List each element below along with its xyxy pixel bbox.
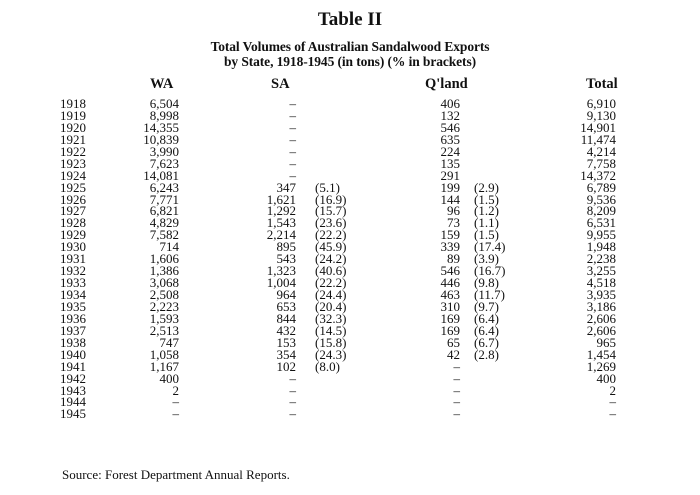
wa-cell: 10,839	[143, 131, 179, 147]
qld-percent-cell: (1.5)	[474, 191, 499, 207]
year-cell: 1934	[60, 287, 86, 302]
qld-percent-cell: (16.7)	[474, 263, 506, 279]
wa-cell: 747	[159, 334, 179, 350]
sa-percent-cell: (24.4)	[315, 287, 347, 302]
wa-cell: 2,223	[149, 298, 179, 314]
sa-cell: 354	[276, 346, 296, 362]
total-cell: 6,531	[586, 215, 616, 231]
sa-cell: 543	[276, 251, 296, 267]
total-cell: 2,606	[586, 322, 616, 338]
wa-cell: 2,508	[149, 287, 179, 302]
table-row	[0, 322, 700, 338]
qld-percent-cell: (1.2)	[474, 203, 499, 219]
qld-percent-cell: (6.4)	[474, 322, 499, 338]
table-row	[0, 358, 700, 374]
table-subtitle-line2: by State, 1918-1945 (in tons) (% in brackets)	[224, 54, 476, 69]
qld-cell: –	[453, 394, 460, 410]
sa-percent-cell: (24.2)	[315, 251, 347, 267]
table-subtitle-line1: Total Volumes of Australian Sandalwood Exports	[210, 39, 490, 54]
qld-cell: 635	[440, 131, 460, 147]
total-cell: 6,910	[586, 96, 616, 111]
wa-cell: 1,167	[149, 358, 179, 374]
sa-cell: –	[289, 370, 296, 386]
year-cell: 1922	[60, 143, 86, 159]
qld-cell: 446	[440, 275, 460, 291]
qld-percent-cell: (2.9)	[474, 179, 499, 195]
qld-cell: 406	[440, 96, 460, 111]
total-cell: 965	[596, 334, 616, 350]
year-cell: 1925	[60, 179, 86, 195]
wa-cell: 14,355	[143, 119, 179, 135]
year-cell: 1920	[60, 119, 86, 135]
sa-cell: –	[289, 119, 296, 135]
column-header-wa: WA	[150, 76, 174, 92]
total-cell: 3,255	[586, 263, 616, 279]
wa-cell: 14,081	[143, 167, 179, 183]
qld-percent-cell: (1.5)	[474, 227, 499, 243]
sa-cell: 1,621	[266, 191, 296, 207]
sa-percent-cell: (14.5)	[315, 322, 347, 338]
year-cell: 1938	[60, 334, 86, 350]
year-cell: 1945	[60, 406, 86, 422]
total-cell: 2	[609, 382, 616, 398]
sa-cell: 2,214	[266, 227, 296, 243]
qld-percent-cell: (9.8)	[474, 275, 499, 291]
table-row	[0, 370, 700, 386]
table-title: Table II	[317, 9, 383, 30]
total-cell: –	[609, 406, 616, 422]
qld-cell: 546	[440, 119, 460, 135]
wa-cell: 3,068	[149, 275, 179, 291]
sa-cell: –	[289, 107, 296, 123]
qld-cell: 463	[440, 287, 460, 302]
qld-percent-cell: (3.9)	[474, 251, 499, 267]
sa-percent-cell: (5.1)	[315, 179, 340, 195]
qld-cell: 169	[440, 322, 460, 338]
total-cell: 14,901	[580, 119, 616, 135]
qld-percent-cell: (1.1)	[474, 215, 499, 231]
sa-cell: –	[289, 382, 296, 398]
sa-percent-cell: (23.6)	[315, 215, 347, 231]
year-cell: 1918	[60, 96, 86, 111]
wa-cell: 6,821	[149, 203, 179, 219]
sa-cell: –	[289, 394, 296, 410]
qld-percent-cell: (2.8)	[474, 346, 499, 362]
sa-cell: 1,004	[266, 275, 296, 291]
wa-cell: 714	[159, 239, 179, 255]
wa-cell: 1,606	[149, 251, 179, 267]
qld-cell: 135	[440, 155, 460, 171]
qld-percent-cell: (9.7)	[474, 298, 499, 314]
wa-cell: 2,513	[149, 322, 179, 338]
year-cell: 1935	[60, 298, 86, 314]
total-cell: 3,186	[586, 298, 616, 314]
qld-cell: –	[453, 382, 460, 398]
year-cell: 1923	[60, 155, 86, 171]
year-cell: 1933	[60, 275, 86, 291]
total-cell: 4,518	[586, 275, 616, 291]
qld-cell: –	[453, 358, 460, 374]
qld-cell: 132	[440, 107, 460, 123]
source-note: Source: Forest Department Annual Reports.	[62, 467, 290, 482]
wa-cell: 7,623	[149, 155, 179, 171]
qld-cell: 169	[440, 310, 460, 326]
sa-cell: 653	[276, 298, 296, 314]
sa-cell: –	[289, 131, 296, 147]
total-cell: 8,209	[586, 203, 616, 219]
qld-percent-cell: (17.4)	[474, 239, 506, 255]
total-cell: 6,789	[586, 179, 616, 195]
sa-percent-cell: (40.6)	[315, 263, 347, 279]
sa-cell: 1,323	[266, 263, 296, 279]
table-row	[0, 396, 700, 408]
total-cell: 400	[596, 370, 616, 386]
qld-cell: 546	[440, 263, 460, 279]
total-cell: 3,935	[586, 287, 616, 302]
year-cell: 1932	[60, 263, 86, 279]
wa-cell: 6,504	[149, 96, 179, 111]
sa-cell: 1,292	[266, 203, 296, 219]
qld-cell: 224	[440, 143, 460, 159]
qld-cell: 42	[447, 346, 460, 362]
total-cell: 9,955	[586, 227, 616, 243]
sa-percent-cell: (15.8)	[315, 334, 347, 350]
total-cell: 4,214	[586, 143, 616, 159]
year-cell: 1921	[60, 131, 86, 147]
wa-cell: 7,582	[149, 227, 179, 243]
sa-cell: –	[289, 96, 296, 111]
total-cell: 14,372	[580, 167, 616, 183]
qld-cell: 159	[440, 227, 460, 243]
wa-cell: 400	[159, 370, 179, 386]
column-header-total: Total	[586, 76, 618, 92]
table-row	[0, 408, 700, 420]
total-cell: 9,536	[586, 191, 616, 207]
sa-cell: –	[289, 143, 296, 159]
qld-cell: 199	[440, 179, 460, 195]
wa-cell: 7,771	[149, 191, 179, 207]
total-cell: 11,474	[580, 131, 616, 147]
sa-percent-cell: (22.2)	[315, 227, 347, 243]
qld-percent-cell: (11.7)	[474, 287, 505, 302]
table-body	[0, 98, 700, 420]
sa-cell: 895	[276, 239, 296, 255]
sa-cell: 432	[276, 322, 296, 338]
year-cell: 1944	[60, 394, 86, 410]
sa-percent-cell: (32.3)	[315, 310, 347, 326]
wa-cell: 8,998	[149, 107, 179, 123]
qld-cell: 339	[440, 239, 460, 255]
total-cell: 2,238	[586, 251, 616, 267]
total-cell: 1,269	[586, 358, 616, 374]
year-cell: 1941	[60, 358, 86, 374]
qld-cell: –	[453, 406, 460, 422]
wa-cell: 2	[172, 382, 179, 398]
sa-percent-cell: (45.9)	[315, 239, 347, 255]
column-header-qld: Q'land	[425, 76, 468, 92]
year-cell: 1928	[60, 215, 86, 231]
year-cell: 1940	[60, 346, 86, 362]
year-cell: 1931	[60, 251, 86, 267]
wa-cell: 1,593	[149, 310, 179, 326]
wa-cell: 4,829	[149, 215, 179, 231]
sa-percent-cell: (22.2)	[315, 275, 347, 291]
wa-cell: 6,243	[149, 179, 179, 195]
qld-cell: 89	[447, 251, 460, 267]
wa-cell: –	[172, 406, 179, 422]
wa-cell: –	[172, 394, 179, 410]
total-cell: 2,606	[586, 310, 616, 326]
sa-cell: –	[289, 155, 296, 171]
qld-cell: 96	[447, 203, 460, 219]
sa-cell: 964	[276, 287, 296, 302]
qld-cell: –	[453, 370, 460, 386]
year-cell: 1943	[60, 382, 86, 398]
total-cell: –	[609, 394, 616, 410]
wa-cell: 1,386	[149, 263, 179, 279]
sa-percent-cell: (20.4)	[315, 298, 347, 314]
qld-percent-cell: (6.7)	[474, 334, 499, 350]
sa-cell: –	[289, 167, 296, 183]
year-cell: 1937	[60, 322, 86, 338]
sa-cell: 102	[276, 358, 296, 374]
sa-cell: 347	[276, 179, 296, 195]
year-cell: 1929	[60, 227, 86, 243]
qld-cell: 65	[447, 334, 460, 350]
total-cell: 1,454	[586, 346, 616, 362]
qld-cell: 144	[440, 191, 460, 207]
total-cell: 1,948	[586, 239, 616, 255]
sa-cell: 844	[276, 310, 296, 326]
year-cell: 1919	[60, 107, 86, 123]
qld-cell: 73	[447, 215, 460, 231]
table-row	[0, 382, 700, 398]
year-cell: 1930	[60, 239, 86, 255]
sa-percent-cell: (15.7)	[315, 203, 347, 219]
year-cell: 1927	[60, 203, 86, 219]
sa-percent-cell: (8.0)	[315, 358, 340, 374]
total-cell: 9,130	[586, 107, 616, 123]
wa-cell: 3,990	[149, 143, 179, 159]
sa-cell: –	[289, 406, 296, 422]
total-cell: 7,758	[586, 155, 616, 171]
qld-cell: 291	[440, 167, 460, 183]
sa-cell: 153	[276, 334, 296, 350]
year-cell: 1924	[60, 167, 86, 183]
wa-cell: 1,058	[149, 346, 179, 362]
column-header-sa: SA	[271, 76, 290, 92]
sa-percent-cell: (24.3)	[315, 346, 347, 362]
qld-percent-cell: (6.4)	[474, 310, 499, 326]
year-cell: 1926	[60, 191, 86, 207]
sa-cell: 1,543	[266, 215, 296, 231]
year-cell: 1936	[60, 310, 86, 326]
qld-cell: 310	[440, 298, 460, 314]
sa-percent-cell: (16.9)	[315, 191, 347, 207]
year-cell: 1942	[60, 370, 86, 386]
